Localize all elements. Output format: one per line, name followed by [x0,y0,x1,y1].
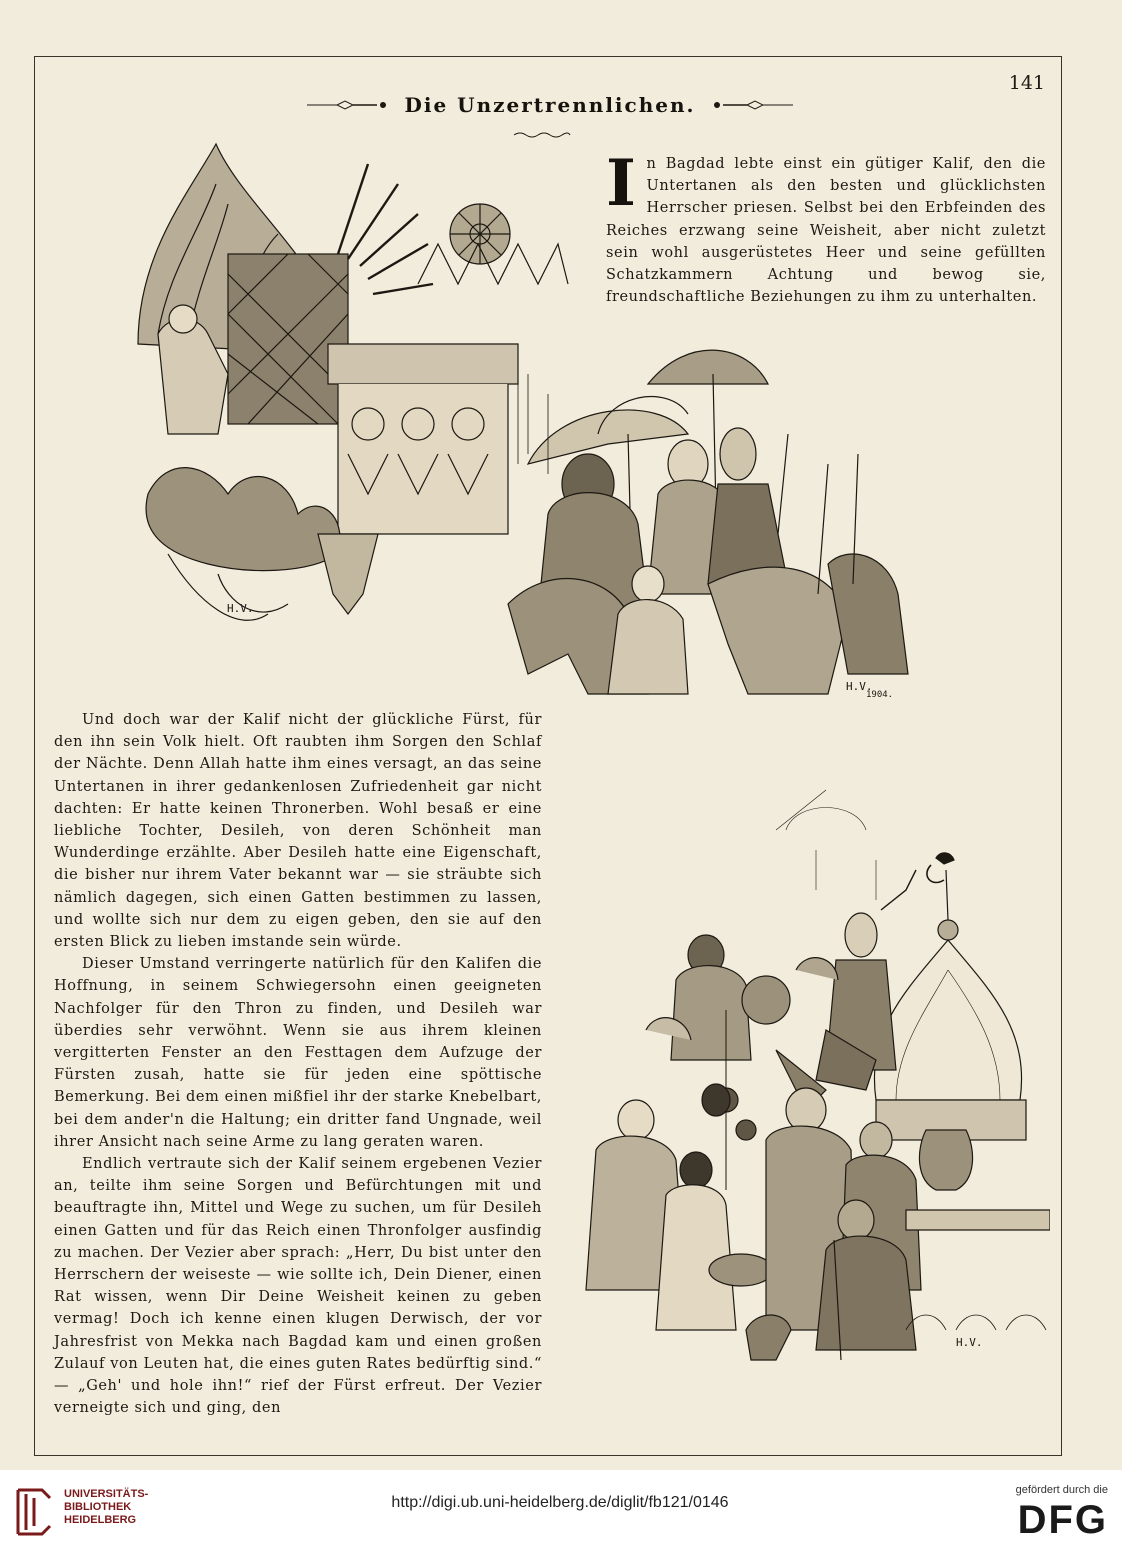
bottom-signature: H.V. [956,1336,983,1349]
library-line-1: UNIVERSITÄTS- [64,1488,149,1500]
intro-paragraph [606,146,1046,308]
title-row [300,90,800,120]
top-right-signature: H.V. [846,680,873,693]
top-left-signature: H.V. [227,602,254,615]
intro-text: n Bagdad lebte einst ein gütiger Kalif, den die Untertanen als den besten und glücklichsten Herrscher priesen. Selbst bei den Erbfeinden des Reiches erzwang seine Weisheit, aber nicht zuletzt sein wohl ausgerüstetes Heer und seine gefüllten Schatzkammern Achtung und bewog sie, freundschaftliche Beziehungen zu ihm zu unterhalten. [606,156,1046,306]
body-paragraph: Und doch war der Kalif nicht der glückliche Fürst, für den ihn sein Volk hielt. Oft raubten ihm Sorgen den Schlaf der Nächte. Denn Allah hatte ihm eines versagt, an das seine Untertanen in ihrer gedankenlosen Zufriedenheit gar nicht dachten: Er hatte keinen Thronerben. Wohl besaß er eine liebliche Tochter, Desileh, von deren Schönheit man Wunderdinge erzählte. Aber Desileh hatte eine Eigenschaft, die bisher nur ihrem Vater bekannt war — sie sträubte sich nämlich dagegen, sich einen Gatten bestimmen zu lassen, und wollte sich nur dem zu eigen geben, den sie auf den ersten Blick zu lieben imstande sein würde. [54,712,542,951]
body-column [54,709,542,1420]
page-title: Die Unzertrennlichen. [404,93,696,117]
page-number: 141 [1008,72,1045,94]
university-library-logo-icon [12,1484,56,1540]
dfg-logo: DFG [1017,1498,1108,1542]
body-paragraph: Endlich vertraute sich der Kalif seinem ergebenen Vezier an, teilte ihm seine Sorgen und Befürchtungen mit und beauftragte ihn, Mittel und Wege zu suchen, um für Desileh einen Gatten und für das Reich einen Thronfolger ausfindig zu machen. Der Vezier aber sprach: „Herr, Du bist unter den Herrschern der weiseste — wie sollte ich, Dein Diener, einen Rat wissen, wenn Dir Deine Weisheit keinen zu geben vermag! Doch ich kenne einen klugen Derwisch, der vor Jahresfrist von Mekka nach Bagdad kam und einen großen Zulauf von Leuten hat, die eines guten Rates bedürftig sind.“ — „Geh' und hole ihn!“ rief der Fürst erfreut. Der Vezier verneigte sich und ging, den [54,1156,542,1417]
top-right-year: 1904. [866,690,894,700]
library-line-2: BIBLIOTHEK [64,1501,132,1513]
permalink-url[interactable]: http://digi.ub.uni-heidelberg.de/diglit/fb121/0146 [391,1494,729,1511]
drop-cap: I [606,146,637,221]
bazaar-scene-illustration [576,770,1050,1374]
title-ornament-left-icon [307,98,393,112]
library-line-3: HEIDELBERG [64,1514,137,1526]
body-paragraph: Dieser Umstand verringerte natürlich für den Kalifen die Hoffnung, in seinem Schwiegersohn einen geeigneten Nachfolger für den Thron zu finden, und Desileh war überdies sehr verwöhnt. Wenn sie aus ihrem kleinen vergitterten Fenster an den Festtagen dem Aufzuge der Fürsten zusah, hatte sie für jeden eine spöttische Bemerkung. Bei dem einen mißfiel ihr der starke Knebelbart, bei dem ander'n die Haltung; ein dritter fand Ungnade, weil ihrer Ansicht nach seine Arme zu lang geraten waren. [54,956,542,1150]
library-name [64,1488,148,1527]
funded-by-label: gefördert durch die [1015,1484,1108,1496]
title-ornament-right-icon [707,98,793,112]
